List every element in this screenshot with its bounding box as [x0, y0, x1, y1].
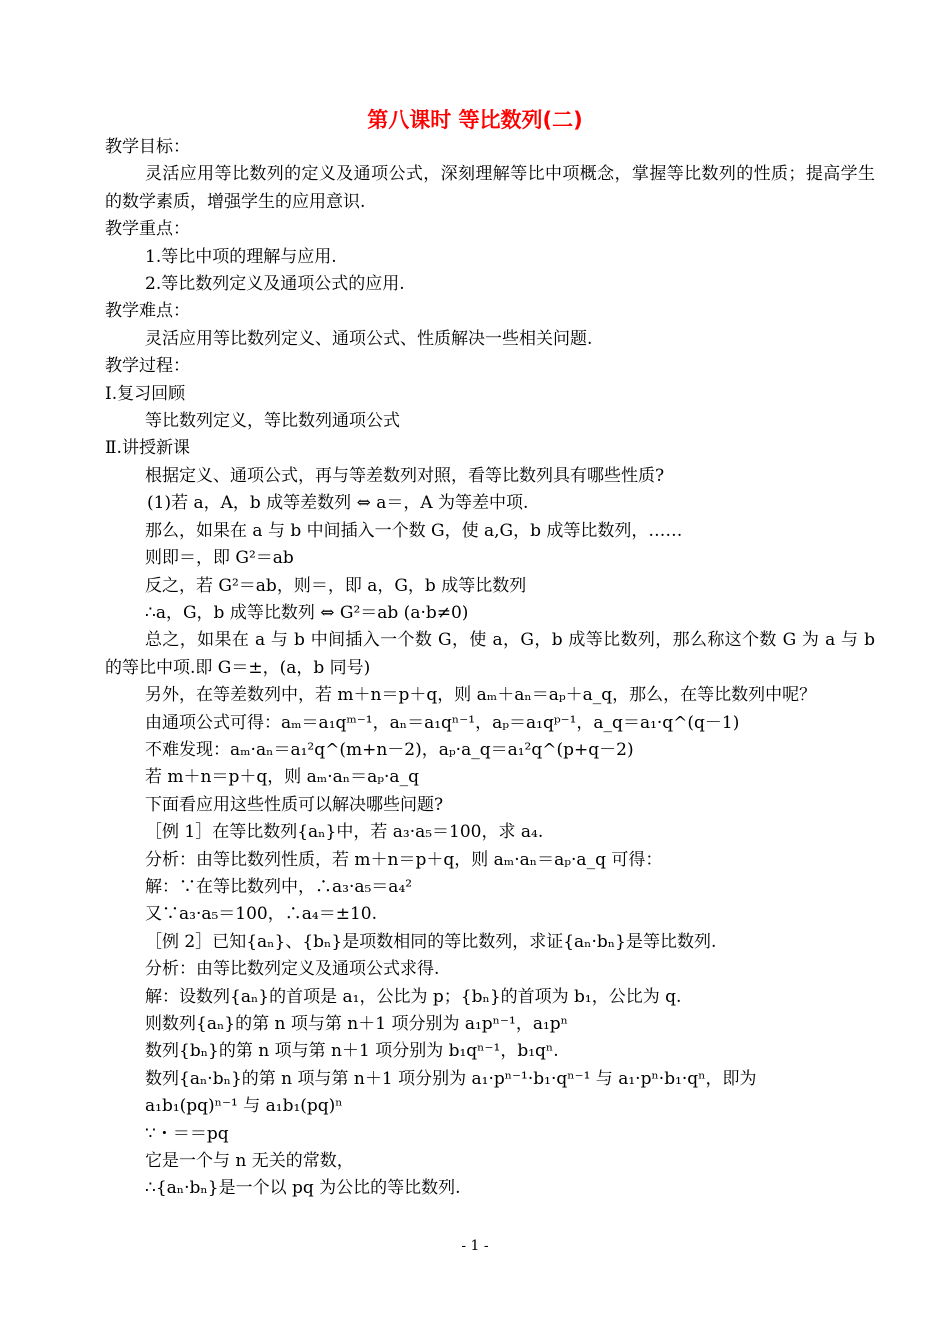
text-line: (1)若 a，A，b 成等差数列 ⇔ a＝，A 为等差中项. — [147, 493, 529, 514]
text-line: 另外，在等差数列中，若 m＋n＝p＋q，则 aₘ＋aₙ＝aₚ＋a_q，那么，在等比数列中呢？ — [145, 685, 817, 706]
example-1: ［例 1］在等比数列{aₙ}中，若 a₃·a₅＝100，求 a₄. — [145, 822, 544, 843]
key-point-2: 2.等比数列定义及通项公式的应用. — [145, 274, 405, 295]
document-body — [105, 134, 875, 1203]
text-line: 那么，如果在 a 与 b 中间插入一个数 G，使 a,G，b 成等比数列，…… — [145, 520, 683, 541]
text-line: ∴a，G，b 成等比数列 ⇔ G²＝ab (a·b≠0) — [145, 602, 469, 623]
text-line: a₁b₁(pq)ⁿ⁻¹ 与 a₁b₁(pq)ⁿ — [145, 1096, 343, 1117]
key-point-1: 1.等比中项的理解与应用. — [145, 246, 337, 267]
text-line: 等比数列定义，等比数列通项公式 — [145, 411, 400, 432]
text-line: ∴{aₙ·bₙ}是一个以 pq 为公比的等比数列. — [145, 1178, 461, 1199]
text-line: 数列{aₙ·bₙ}的第 n 项与第 n＋1 项分别为 a₁·pⁿ⁻¹·b₁·qⁿ⁻¹ 与 a₁·pⁿ·b₁·qⁿ，即为 — [145, 1068, 757, 1089]
part-1-heading: Ⅰ.复习回顾 — [105, 383, 186, 404]
text-line: 不难发现：aₘ·aₙ＝a₁²q^(m+n－2)，aₚ·a_q＝a₁²q^(p+q－2) — [145, 739, 634, 760]
text-line: 则即＝，即 G²＝ab — [145, 548, 294, 569]
text-line: 分析：由等比数列性质，若 m＋n＝p＋q，则 aₘ·aₙ＝aₚ·a_q 可得： — [145, 849, 663, 870]
text-line: 则数列{aₙ}的第 n 项与第 n＋1 项分别为 a₁pⁿ⁻¹，a₁pⁿ — [145, 1014, 569, 1034]
text-line: 又∵a₃·a₅＝100，∴a₄＝±10. — [145, 904, 377, 925]
objectives-paragraph: 灵活应用等比数列的定义及通项公式，深刻理解等比中项概念，掌握等比数列的性质；提高学生的数学素质，增强学生的应用意识. — [105, 164, 875, 212]
text-line: 由通项公式可得：aₘ＝a₁qᵐ⁻¹，aₙ＝a₁qⁿ⁻¹，aₚ＝a₁qᵖ⁻¹，a_q＝a₁·q^(q－1) — [145, 712, 740, 733]
text-line: 数列{bₙ}的第 n 项与第 n＋1 项分别为 b₁qⁿ⁻¹，b₁qⁿ. — [145, 1041, 559, 1062]
text-line: ∵・＝＝pq — [145, 1123, 229, 1144]
page-number: - 1 - — [461, 1238, 489, 1254]
part-2-heading: Ⅱ.讲授新课 — [105, 438, 190, 459]
difficulty-text: 灵活应用等比数列定义、通项公式、性质解决一些相关问题. — [145, 328, 593, 349]
text-line: 下面看应用这些性质可以解决哪些问题? — [145, 794, 444, 815]
section-heading-objectives: 教学目标： — [105, 137, 190, 157]
text-line: 解：∵在等比数列中，∴a₃·a₅＝a₄² — [145, 876, 413, 897]
summary-paragraph: 总之，如果在 a 与 b 中间插入一个数 G，使 a，G，b 成等比数列，那么称这个数 G 为 a 与 b 的等比中项.即 G＝±，(a，b 同号) — [105, 630, 875, 678]
page-title: 第八课时 等比数列(二) — [367, 108, 583, 132]
text-line: 反之，若 G²＝ab，则＝，即 a，G，b 成等比数列 — [145, 575, 527, 596]
text-line: 解：设数列{aₙ}的首项是 a₁，公比为 p；{bₙ}的首项为 b₁，公比为 q. — [145, 986, 682, 1007]
text-line: 若 m＋n＝p＋q，则 aₘ·aₙ＝aₚ·a_q — [145, 767, 419, 788]
section-heading-process: 教学过程： — [105, 356, 190, 377]
text-line: 根据定义、通项公式，再与等差数列对照，看等比数列具有哪些性质? — [145, 465, 665, 486]
text-line: 它是一个与 n 无关的常数， — [145, 1151, 354, 1172]
example-2: ［例 2］已知{aₙ}、{bₙ}是项数相同的等比数列，求证{aₙ·bₙ}是等比数列. — [145, 931, 717, 952]
section-heading-key-points: 教学重点： — [105, 219, 190, 240]
section-heading-difficulties: 教学难点： — [105, 301, 190, 322]
text-line: 分析：由等比数列定义及通项公式求得. — [145, 959, 440, 980]
